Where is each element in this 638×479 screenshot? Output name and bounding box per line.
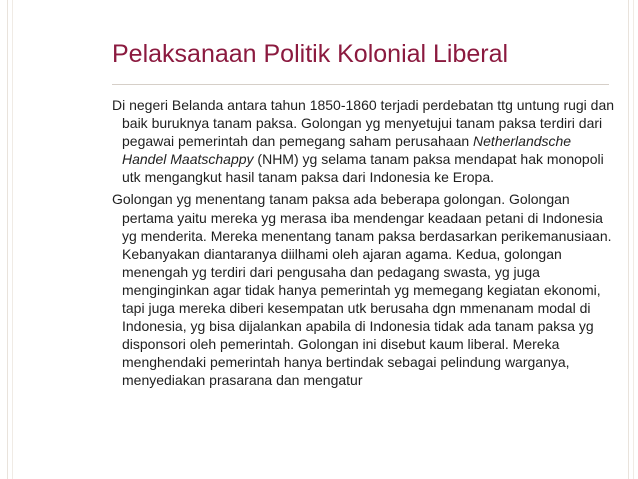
paragraph-1-text-start: Di negeri Belanda antara tahun 1850-1860 terjadi perdebatan ttg untung rugi dan baik buruknya tanam paksa. Golongan yg menyetujui tanam paksa terdiri dari pegawai pemerintah dan pemegang saham perusahaan bbox=[112, 97, 615, 150]
paragraph-1-company-name: Netherlandsche Handel Maatschappy bbox=[122, 133, 572, 168]
slide-title: Pelaksanaan Politik Kolonial Liberal bbox=[112, 40, 509, 68]
slide-border-right-inner bbox=[628, 0, 629, 479]
paragraph-1 bbox=[112, 96, 617, 186]
slide-body bbox=[112, 96, 617, 394]
slide-border-right-outer bbox=[633, 0, 634, 479]
slide-border-left-outer bbox=[7, 0, 8, 479]
slide-border-left-inner bbox=[12, 0, 13, 479]
paragraph-2: Golongan yg menentang tanam paksa ada beberapa golongan. Golongan pertama yaitu mereka yg merasa iba mendengar keadaan petani di Indonesia yg menderita. Mereka menentang tanam paksa berdasarkan perikemanusiaan. Kebanyakan diantaranya diilhami oleh ajaran agama. Kedua, golongan menengah yg terdiri dari pengusaha dan pedagang swasta, yg juga menginginkan agar tidak hanya pemerintah yg memegang kegiatan ekonomi, tapi juga mereka diberi kesempatan utk berusaha dgn mmenanam modal di Indonesia, yg bisa dijalankan apabila di Indonesia tidak ada tanam paksa yg disponsori oleh pemerintah. Golongan ini disebut kaum liberal. Mereka menghendaki pemerintah hanya bertindak sebagai pelindung warganya, menyediakan prasarana dan mengatur bbox=[112, 191, 612, 389]
title-divider bbox=[112, 84, 609, 85]
paragraph-1-text-end: (NHM) yg selama tanam paksa mendapat hak monopoli utk mengangkut hasil tanam paksa dari Indonesia ke Eropa. bbox=[122, 151, 604, 186]
